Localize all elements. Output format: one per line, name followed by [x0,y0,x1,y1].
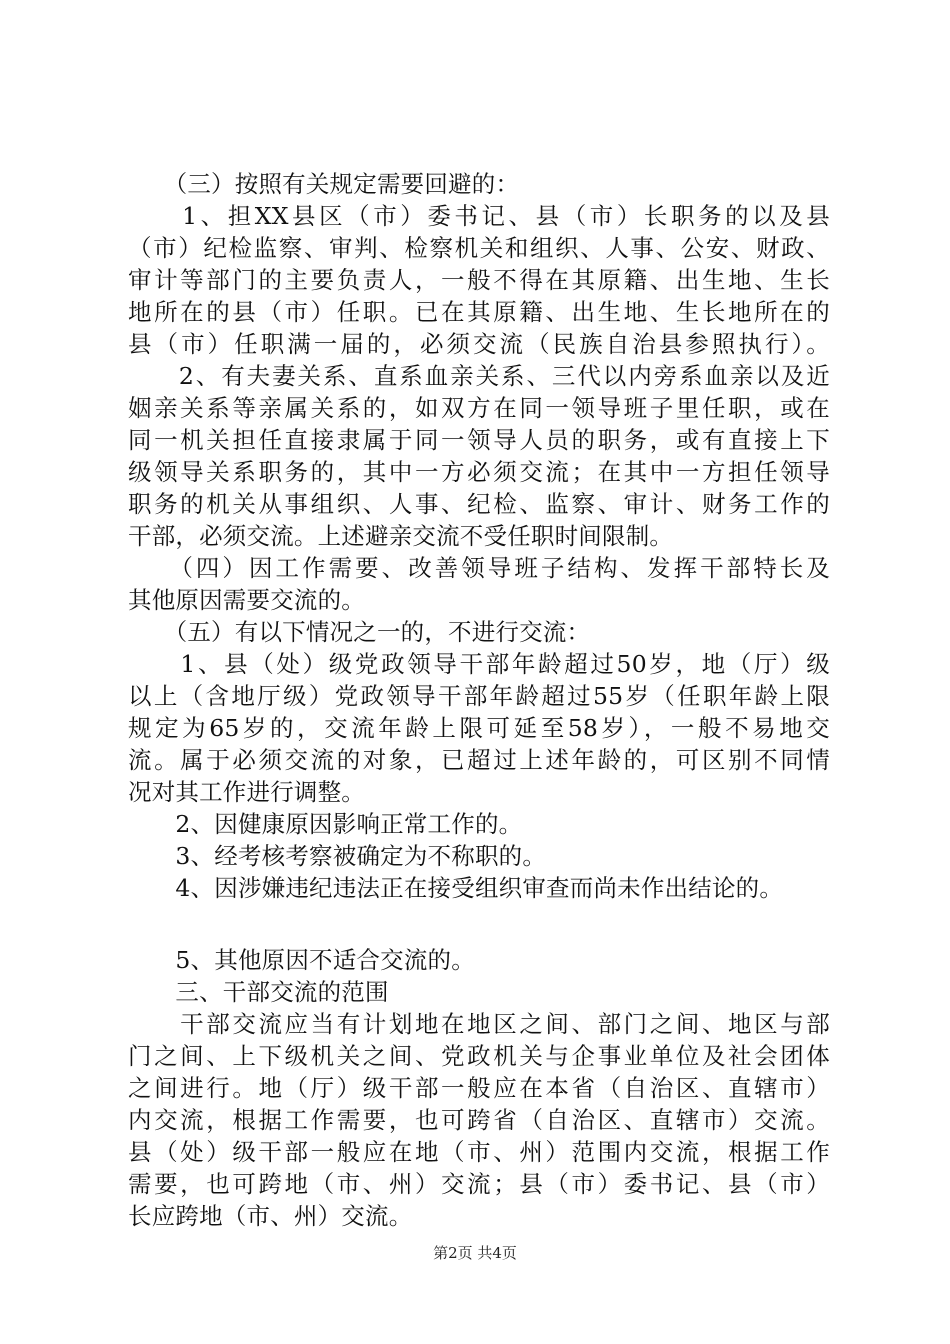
text-line: 县（市）任职满一届的，必须交流（民族自治县参照执行）。 [128,330,830,358]
text-line: 其他原因需要交流的。 [128,586,365,614]
text-line: 同一机关担任直接隶属于同一领导人员的职务，或有直接上下 [128,426,830,454]
text-line: 职务的机关从事组织、人事、纪检、监察、审计、财务工作的 [128,490,830,518]
text-line: 3、经考核考察被确定为不称职的。 [128,842,547,870]
text-line: 2、因健康原因影响正常工作的。 [128,810,523,838]
text-line: 三、干部交流的范围 [128,978,389,1006]
text-line: 1、县（处）级党政领导干部年龄超过50岁，地（厅）级 [128,650,830,678]
page-footer: 第2页 共4页 [433,1244,517,1262]
text-line: 规定为65岁的，交流年龄上限可延至58岁），一般不易地交 [128,714,830,742]
text-line: （三）按照有关规定需要回避的： [128,170,520,198]
text-line: 流。属于必须交流的对象，已超过上述年龄的，可区别不同情 [128,746,830,774]
text-line: 以上（含地厅级）党政领导干部年龄超过55岁（任职年龄上限 [128,682,830,710]
text-line: 长应跨地（市、州）交流。 [128,1202,413,1230]
text-line: 姻亲关系等亲属关系的，如双方在同一领导班子里任职，或在 [128,394,830,422]
text-line: 5、其他原因不适合交流的。 [128,946,475,974]
text-line: 况对其工作进行调整。 [128,778,365,806]
text-line: 级领导关系职务的，其中一方必须交流；在其中一方担任领导 [128,458,830,486]
text-line: （五）有以下情况之一的，不进行交流： [128,618,591,646]
document-body [128,168,830,1232]
text-line: 1、担XX县区（市）委书记、县（市）长职务的以及县 [128,202,830,230]
text-line: （四）因工作需要、改善领导班子结构、发挥干部特长及 [128,554,830,582]
text-line: 4、因涉嫌违纪违法正在接受组织审查而尚未作出结论的。 [128,874,784,902]
text-line: 内交流，根据工作需要，也可跨省（自治区、直辖市）交流。 [128,1106,830,1134]
text-line: （市）纪检监察、审判、检察机关和组织、人事、公安、财政、 [128,234,830,262]
text-line: 地所在的县（市）任职。已在其原籍、出生地、生长地所在的 [128,298,830,326]
text-line: 2、有夫妻关系、直系血亲关系、三代以内旁系血亲以及近 [128,362,830,390]
text-line: 审计等部门的主要负责人，一般不得在其原籍、出生地、生长 [128,266,830,294]
text-line: 干部，必须交流。上述避亲交流不受任职时间限制。 [128,522,674,550]
paragraph-gap [128,904,830,944]
text-line: 县（处）级干部一般应在地（市、州）范围内交流，根据工作 [128,1138,830,1166]
text-line: 干部交流应当有计划地在地区之间、部门之间、地区与部 [128,1010,830,1038]
text-line: 需要，也可跨地（市、州）交流；县（市）委书记、县（市） [128,1170,830,1198]
text-line: 之间进行。地（厅）级干部一般应在本省（自治区、直辖市） [128,1074,830,1102]
text-line: 门之间、上下级机关之间、党政机关与企事业单位及社会团体 [128,1042,830,1070]
